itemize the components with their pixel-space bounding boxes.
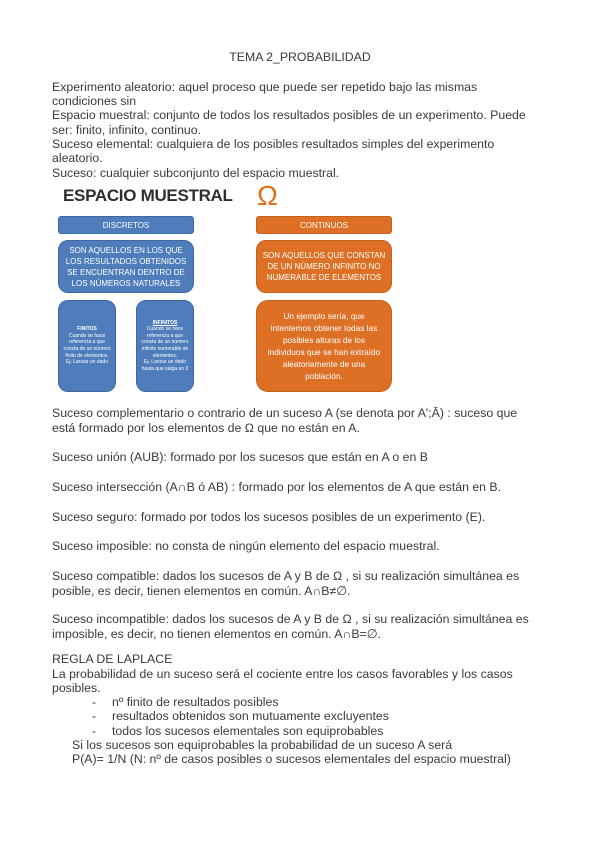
text-line: imposible, es decir, no tienen elementos en común. A∩B=∅. (52, 627, 381, 641)
finitos-example: Ej. Lanzar un dado (66, 359, 108, 366)
text-line: está formado por los elementos de Ω que no están en A. (52, 421, 360, 435)
continuos-example: Un ejemplo sería, que intentemos obtener todas las posibles alturas de los individuos que se han extraído aleatoriamente de una población. (256, 300, 392, 392)
text-line: Suceso elemental: cualquiera de los posibles resultados simples del experimento (52, 137, 495, 151)
text-line: La probabilidad de un suceso será el cociente entre los casos favorables y los casos (52, 667, 513, 681)
text-line: Si los sucesos son equiprobables la probabilidad de un suceso A será (72, 738, 453, 752)
continuos-header: CONTINUOS (256, 216, 392, 234)
text-line: Suceso incompatible: dados los sucesos de A y B de Ω , si su realización simultánea es (52, 612, 529, 626)
discretos-description: SON AQUELLOS EN LOS QUE LOS RESULTADOS OBTENIDOS SE ENCUENTRAN DENTRO DE LOS NÚMEROS NATURALES (58, 240, 194, 293)
text-line: aleatorio. (52, 151, 103, 165)
diagram-title: ESPACIO MUESTRAL (63, 186, 233, 205)
bullet-marker: - (92, 724, 97, 738)
text-line: Suceso compatible: dados los sucesos de A y B de Ω , si su realización simultánea es (52, 569, 520, 583)
text-line: Espacio muestral: conjunto de todos los resultados posibles de un experimento. Puede (52, 108, 526, 122)
list-item-text: todos los sucesos elementales son equiprobables (112, 724, 384, 738)
finitos-title: FINITOS (77, 326, 97, 333)
bullet-marker: - (92, 709, 97, 723)
text-line: Suceso seguro: formado por todos los sucesos posibles de un experimento (E). (52, 510, 486, 524)
text-line: posible, es decir, tienen elementos en común. A∩B≠∅. (52, 584, 351, 598)
list-item-text: resultados obtenidos son mutuamente excluyentes (112, 709, 389, 723)
text-line: posibles. (52, 681, 101, 695)
text-line: Experimento aleatorio: aquel proceso que puede ser repetido bajo las mismas (52, 80, 478, 94)
sample-space-diagram (52, 180, 402, 401)
list-item (92, 709, 389, 723)
text-line: Suceso imposible: no consta de ningún elemento del espacio muestral. (52, 539, 440, 553)
bullet-marker: - (92, 695, 97, 709)
laplace-formula: P(A)= 1/N (N: nº de casos posibles o sucesos elementales del espacio muestral) (72, 752, 511, 766)
omega-symbol: Ω (257, 180, 278, 211)
infinitos-text: Cuando se hace referencia a que consta de un número infinito numerable de elementos. (141, 326, 189, 359)
text-line: ser: finito, infinito, continuo. (52, 123, 202, 137)
list-item (92, 695, 279, 709)
laplace-heading: REGLA DE LAPLACE (52, 652, 173, 666)
infinitos-box (136, 300, 194, 392)
discretos-header: DISCRETOS (58, 216, 194, 234)
text-line: Suceso: cualquier subconjunto del espacio muestral. (52, 166, 340, 180)
finitos-text: Cuando se hace referencia a que consta de un número finito de elementos. (63, 332, 111, 359)
text-line: Suceso intersección (A∩B ó AB) : formado por los elementos de A que están en B. (52, 480, 502, 494)
list-item-text: nº finito de resultados posibles (112, 695, 279, 709)
text-line: Suceso complementario o contrario de un suceso A (se denota por A';Ā) : suceso que (52, 406, 518, 420)
page-title: TEMA 2_PROBABILIDAD (229, 50, 371, 64)
infinitos-title: INFINITOS (152, 319, 178, 326)
list-item (92, 724, 383, 738)
text-line: Suceso unión (AUB): formado por los sucesos que están en A o en B (52, 450, 428, 464)
continuos-description: SON AQUELLOS QUE CONSTAN DE UN NÚMERO INFINITO NO NUMERABLE DE ELEMENTOS (256, 240, 392, 293)
text-line: condiciones sin (52, 94, 137, 108)
infinitos-example: Ej. Lanzar un dado hasta que salga un 3 (141, 359, 189, 372)
finitos-box (58, 300, 116, 392)
